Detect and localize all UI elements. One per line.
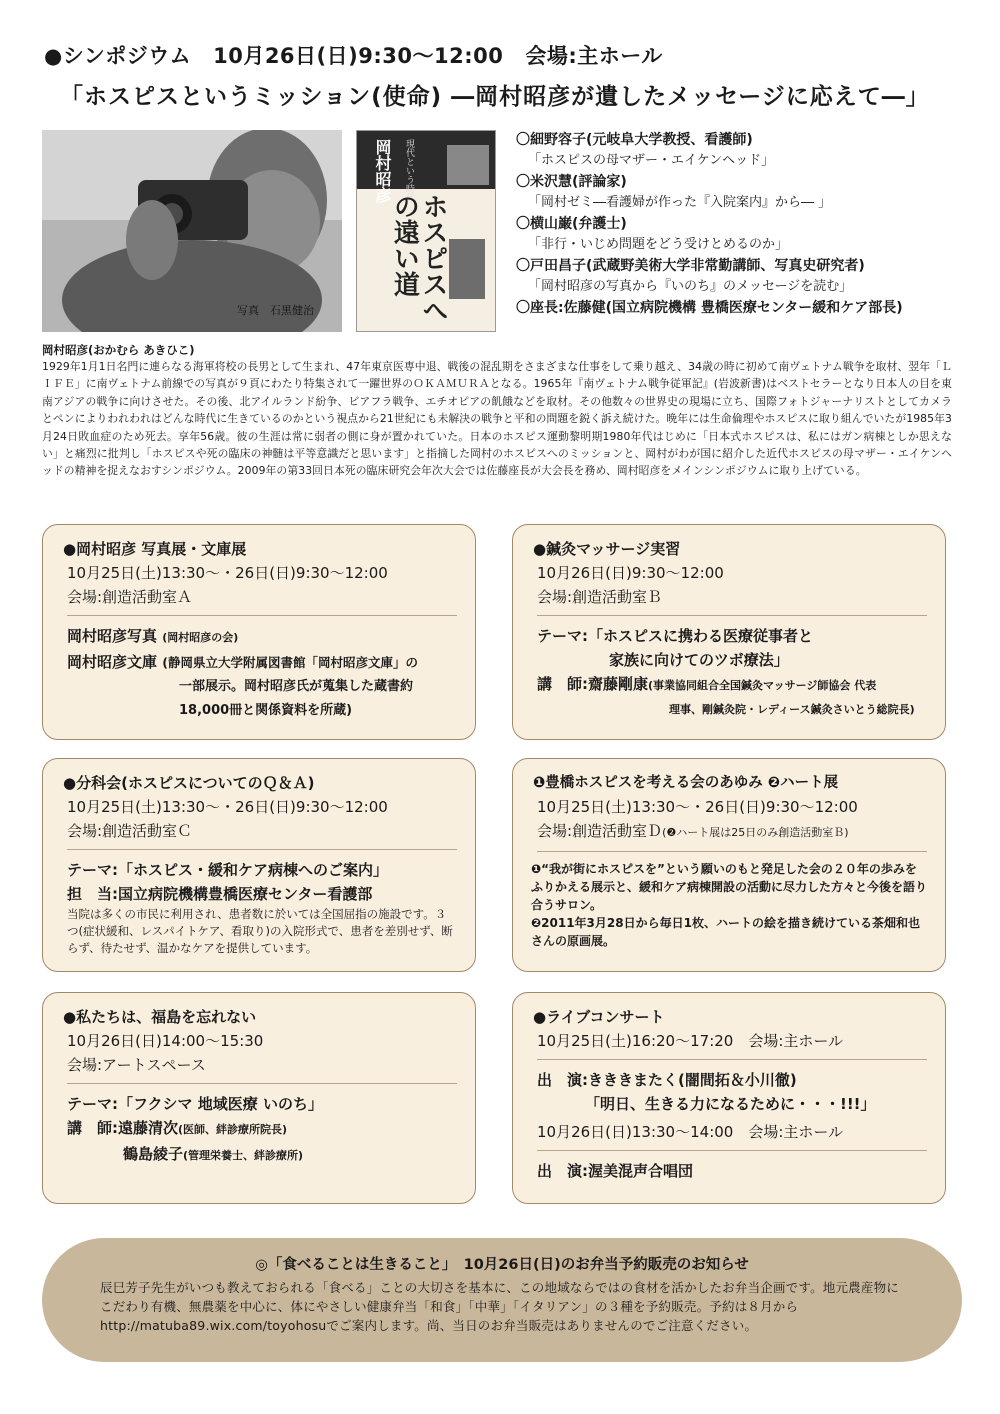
divider xyxy=(537,1150,927,1151)
box-title: ●私たちは、福島を忘れない xyxy=(63,1008,257,1026)
speaker-topic: 「岡村昭彦の写真から『いのち』のメッセージを読む」 xyxy=(528,279,853,294)
box-dates: 10月25日(土)13:30～・26日(日)9:30～12:00 xyxy=(67,798,388,816)
book-author: 岡村昭彦 xyxy=(373,139,392,203)
box-dates: 10月25日(土)13:30～・26日(日)9:30～12:00 xyxy=(67,564,388,582)
box-theme: テーマ:「ホスピス・緩和ケア病棟へのご案内」 xyxy=(67,861,389,879)
box-description: 当院は多くの市民に利用され、患者数に於いては全国屈指の施設です。３つ(症状緩和、レスパイトケア、看取り)の入院形式で、患者を差別せず、断らず、待たせず、温かなケアを提供しています。 xyxy=(67,907,453,955)
box-lecturer-note: 理事、剛鍼灸院・レディース鍼灸さいとう総院長) xyxy=(669,703,915,716)
speaker-item xyxy=(516,214,986,256)
photographer-photo xyxy=(42,130,342,332)
bio-name: 岡村昭彦(おかむら あきひこ) xyxy=(42,343,195,357)
speaker-topic: 「非行・いじめ問題をどう受けとめるのか」 xyxy=(528,237,789,252)
banner-title: ◎「食べることは生きること」 10月26日(日)のお弁当予約販売のお知らせ xyxy=(255,1257,749,1273)
speaker-topic: 「ホスピスの母マザー・エイケンヘッド」 xyxy=(528,153,775,168)
speaker-item xyxy=(516,130,986,172)
symposium-datetime: 10月26日(日)9:30～12:00 xyxy=(213,44,504,68)
box-venue: 会場:創造活動室Ｂ xyxy=(537,588,663,606)
exhibit-item-cont: 一部展示。岡村昭彦氏が蒐集した蔵書約 xyxy=(179,679,414,694)
bio-text: 1929年1月1日名門に連らなる海軍将校の長男として生まれ、47年東京医専中退、戦後の混乱期をさまざまな仕事をして乗り越え、34歳の時に初めて南ヴェトナム戦争を取材、翌年「ＬＩＦＥ」に南ヴェトナム前線での写真が９頁にわたり特集されて一躍世界のＯＫＡＭＵＲＡとなる。1965年『南ヴェトナム戦争従軍記』(岩波新書)はベストセラーとなり日本人の目を東南アジアの戦争に向けさせた。その後、北アイルランド紛争、ビアフラ戦争、エチオピアの飢餓などを取材。その他数々の世界史の現場に立ち、国際フォトジャーナリストとしてカメラとペンによりわれわれはどんな時代に生きているのかという視点から21世紀にも未解決の戦争と平和の問題を鋭く訴え続けた。晩年には生命倫理やホスピスに取り組んでいたが1985年3月24日敗血症のため死去。享年56歳。彼の生涯は常に弱者の側に身が置かれていた。日本のホスピス運動黎明期1980年代はじめに「日本式ホスピスは、私にはガン病棟としか思えない」と痛烈に批判し「ホスピスや死の臨床の神髄は平等意識だと思います」と指摘した岡村のホスピスへのミッションと、岡村がわが国に紹介した近代ホスピスの母マザー・エイケンヘッドの精神を捉えなおすシンポジウム。2009年の第33回日本死の臨床研究会年次大会では佐藤座長が大会長を務め、岡村昭彦をメインシンポジウムに取り上げている。 xyxy=(42,360,952,478)
book-title: ホスピスへの遠い道 xyxy=(389,193,448,323)
box-staff: 担 当:国立病院機構豊橋医療センター看護部 xyxy=(67,885,373,903)
speaker-name: 〇細野容子(元岐阜大学教授、看護師) xyxy=(516,132,753,148)
concert-performer: 出 演:きききまたく(闇間拓＆小川徹) xyxy=(537,1071,797,1089)
qa-session-box xyxy=(42,758,476,972)
symposium-title: 「ホスピスというミッション(使命) ―岡村昭彦が遺したメッセージに応えて―」 xyxy=(60,84,930,110)
box-venue: 会場:アートスペース xyxy=(67,1056,206,1074)
box-venue: 会場:創造活動室Ｄ(❷ハート展は25日のみ創造活動室Ｂ) xyxy=(537,822,849,840)
book-subtitle: 現代という時代 xyxy=(404,139,414,202)
divider xyxy=(537,615,927,616)
divider xyxy=(67,1083,457,1084)
acupuncture-box xyxy=(512,524,946,740)
symposium-label: ●シンポジウム xyxy=(44,44,192,68)
box-lecturer: 鶴島綾子(管理栄養士、絆診療所) xyxy=(123,1145,304,1163)
exhibit-item: 岡村昭彦写真 (岡村昭彦の会) xyxy=(67,627,239,645)
box-description-1: ❶“我が街にホスピスを”という願いのもと発足した会の２０年の歩みをふりかえる展示と、緩和ケア病棟開設の活動に尽力した方々と今後を語り合うサロン。 xyxy=(531,862,928,912)
concert-subtitle: 「明日、生きる力になるために・・・!!!」 xyxy=(585,1095,876,1113)
speaker-list xyxy=(516,130,986,318)
chairperson-name: 〇座長:佐藤健(国立病院機構 豊橋医療センター緩和ケア部長) xyxy=(516,300,903,316)
box-dates: 10月26日(日)14:00～15:30 xyxy=(67,1032,264,1050)
speaker-topic: 「岡村ゼミ―看護婦が作った『入院案内』から― 」 xyxy=(528,195,832,210)
exhibit-item: 岡村昭彦文庫 (静岡県立大学附属図書館「岡村昭彦文庫」の xyxy=(67,653,418,671)
divider xyxy=(537,851,927,852)
speaker-item xyxy=(516,172,986,214)
concert-slot-1: 10月25日(土)16:20～17:20 会場:主ホール xyxy=(537,1032,844,1050)
box-title: ❶豊橋ホスピスを考える会のあゆみ ❷ハート展 xyxy=(533,775,839,791)
box-venue: 会場:創造活動室Ｃ xyxy=(67,822,193,840)
concert-performer: 出 演:渥美混声合唱団 xyxy=(537,1162,693,1180)
divider xyxy=(67,849,457,850)
box-theme-cont: 家族に向けてのツボ療法」 xyxy=(609,651,789,669)
bento-notice-banner xyxy=(42,1238,962,1362)
box-description-2: ❷2011年3月28日から毎日1枚、ハートの絵を描き続けている茶畑和也さんの原画展。 xyxy=(531,916,920,948)
box-title: ●岡村昭彦 写真展・文庫展 xyxy=(63,540,247,558)
concert-slot-2: 10月26日(日)13:30～14:00 会場:主ホール xyxy=(537,1123,844,1141)
symposium-header xyxy=(44,40,964,70)
speaker-name: 〇米沢慧(評論家) xyxy=(516,174,627,190)
box-title: ●ライブコンサート xyxy=(533,1008,665,1026)
box-title: ●分科会(ホスピスについてのＱ＆Ａ) xyxy=(63,774,315,792)
speaker-name: 〇戸田昌子(武蔵野美術大学非常勤講師、写真史研究者) xyxy=(516,258,865,274)
fukushima-box xyxy=(42,992,476,1204)
divider xyxy=(67,615,457,616)
divider xyxy=(537,1059,927,1060)
exhibit-item-cont: 18,000冊と関係資料を所蔵) xyxy=(179,703,353,718)
box-lecturer: 講 師:遠藤清次(医師、絆診療所院長) xyxy=(67,1119,288,1137)
live-concert-box xyxy=(512,992,946,1204)
speaker-name: 〇横山巌(弁護士) xyxy=(516,216,627,232)
photo-exhibit-box xyxy=(42,524,476,740)
hospice-history-box xyxy=(512,758,946,972)
book-cover xyxy=(356,130,496,332)
box-lecturer: 講 師:齋藤剛康(事業協同組合全国鍼灸マッサージ師協会 代表 xyxy=(537,675,877,693)
box-theme: テーマ:「フクシマ 地域医療 いのち」 xyxy=(67,1095,323,1113)
book-photo-top xyxy=(447,145,489,185)
speaker-item xyxy=(516,256,986,298)
book-photo-bottom xyxy=(449,239,485,299)
banner-text: 辰巳芳子先生がいつも教えておられる「食べる」ことの大切さを基本に、この地域ならではの食材を活かしたお弁当企画です。地元農産物にこだわり有機、無農薬を中心に、体にやさしい健康弁当「和食」「中華」「イタリアン」の３種を予約販売。予約は８月からhttp://matuba89.wix.com/toyohosuでご案内します。尚、当日のお弁当販売はありませんのでご注意ください。 xyxy=(100,1280,899,1333)
box-title: ●鍼灸マッサージ実習 xyxy=(533,540,681,558)
box-dates: 10月26日(日)9:30～12:00 xyxy=(537,564,724,582)
box-theme: テーマ:「ホスピスに携わる医療従事者と xyxy=(537,627,814,645)
box-venue: 会場:創造活動室Ａ xyxy=(67,588,193,606)
speaker-item xyxy=(516,298,986,318)
box-dates: 10月25日(土)13:30～・26日(日)9:30～12:00 xyxy=(537,798,858,816)
photo-credit: 写真 石黒健治 xyxy=(237,304,314,317)
symposium-venue: 会場:主ホール xyxy=(525,44,663,68)
